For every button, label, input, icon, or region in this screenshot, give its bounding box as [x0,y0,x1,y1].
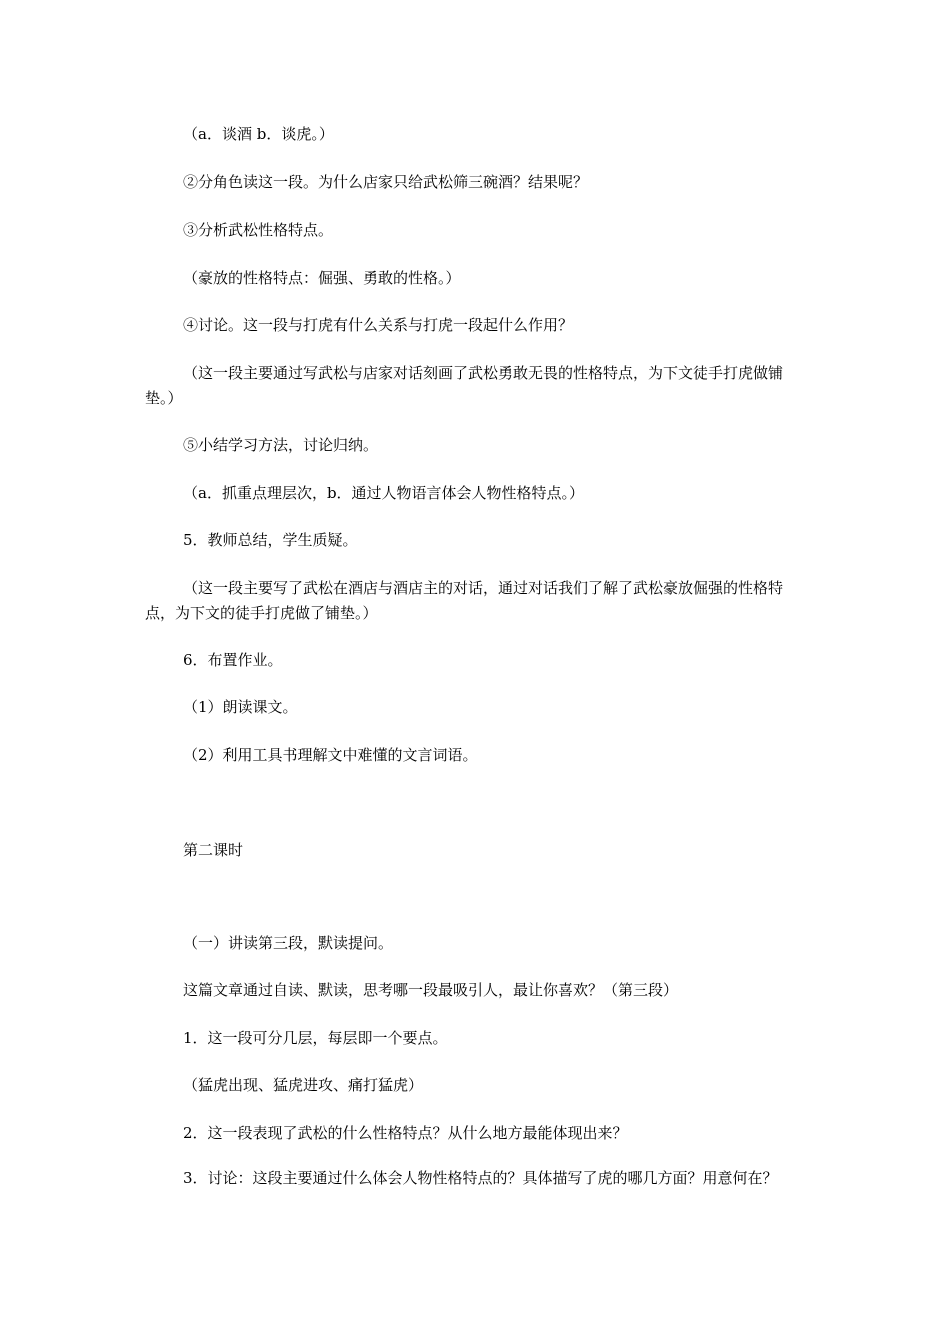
paragraph-homework: 6．布置作业。 [183,651,283,669]
paragraph-teacher-summary: 5．教师总结，学生质疑。 [183,531,358,549]
paragraph-answer-dialogue: （这一段主要通过写武松与店家对话刻画了武松勇敢无畏的性格特点，为下文徒手打虎做铺垫。） [145,364,784,407]
paragraph-homework-1: （1）朗读课文。 [183,698,298,716]
paragraph-answer-method: （a．抓重点理层次，b．通过人物语言体会人物性格特点。） [183,484,585,502]
paragraph-question-3: 3．讨论：这段主要通过什么体会人物性格特点的？具体描写了虎的哪几方面？用意何在？ [183,1169,778,1187]
paragraph-answer-layers: （猛虎出现、猛虎进攻、痛打猛虎） [183,1076,424,1094]
paragraph-step-3: ③分析武松性格特点。 [183,221,334,239]
paragraph-homework-2: （2）利用工具书理解文中难懂的文言词语。 [183,746,478,764]
paragraph-question-1: 1．这一段可分几层，每层即一个要点。 [183,1029,448,1047]
paragraph-step-5: ⑤小结学习方法，讨论归纳。 [183,436,379,454]
paragraph-step-4: ④讨论。这一段与打虎有什么关系与打虎一段起什么作用？ [183,316,574,334]
paragraph-answer-a-b: （a．谈酒 b．谈虎。） [183,125,334,143]
paragraph-answer-character: （豪放的性格特点：倔强、勇敢的性格。） [183,269,461,287]
paragraph-part-one: （一）讲读第三段，默读提问。 [183,934,394,952]
paragraph-step-2: ②分角色读这一段。为什么店家只给武松筛三碗酒？结果呢？ [183,173,589,191]
paragraph-question-2: 2．这一段表现了武松的什么性格特点？从什么地方最能体现出来？ [183,1124,628,1142]
paragraph-summary-answer: （这一段主要写了武松在酒店与酒店主的对话，通过对话我们了解了武松豪放倔强的性格特点，为下文的徒手打虎做了铺垫。） [145,579,784,622]
section-heading-second-lesson: 第二课时 [183,841,244,859]
paragraph-question-intro: 这篇文章通过自读、默读，思考哪一段最吸引人，最让你喜欢？（第三段） [183,981,679,999]
